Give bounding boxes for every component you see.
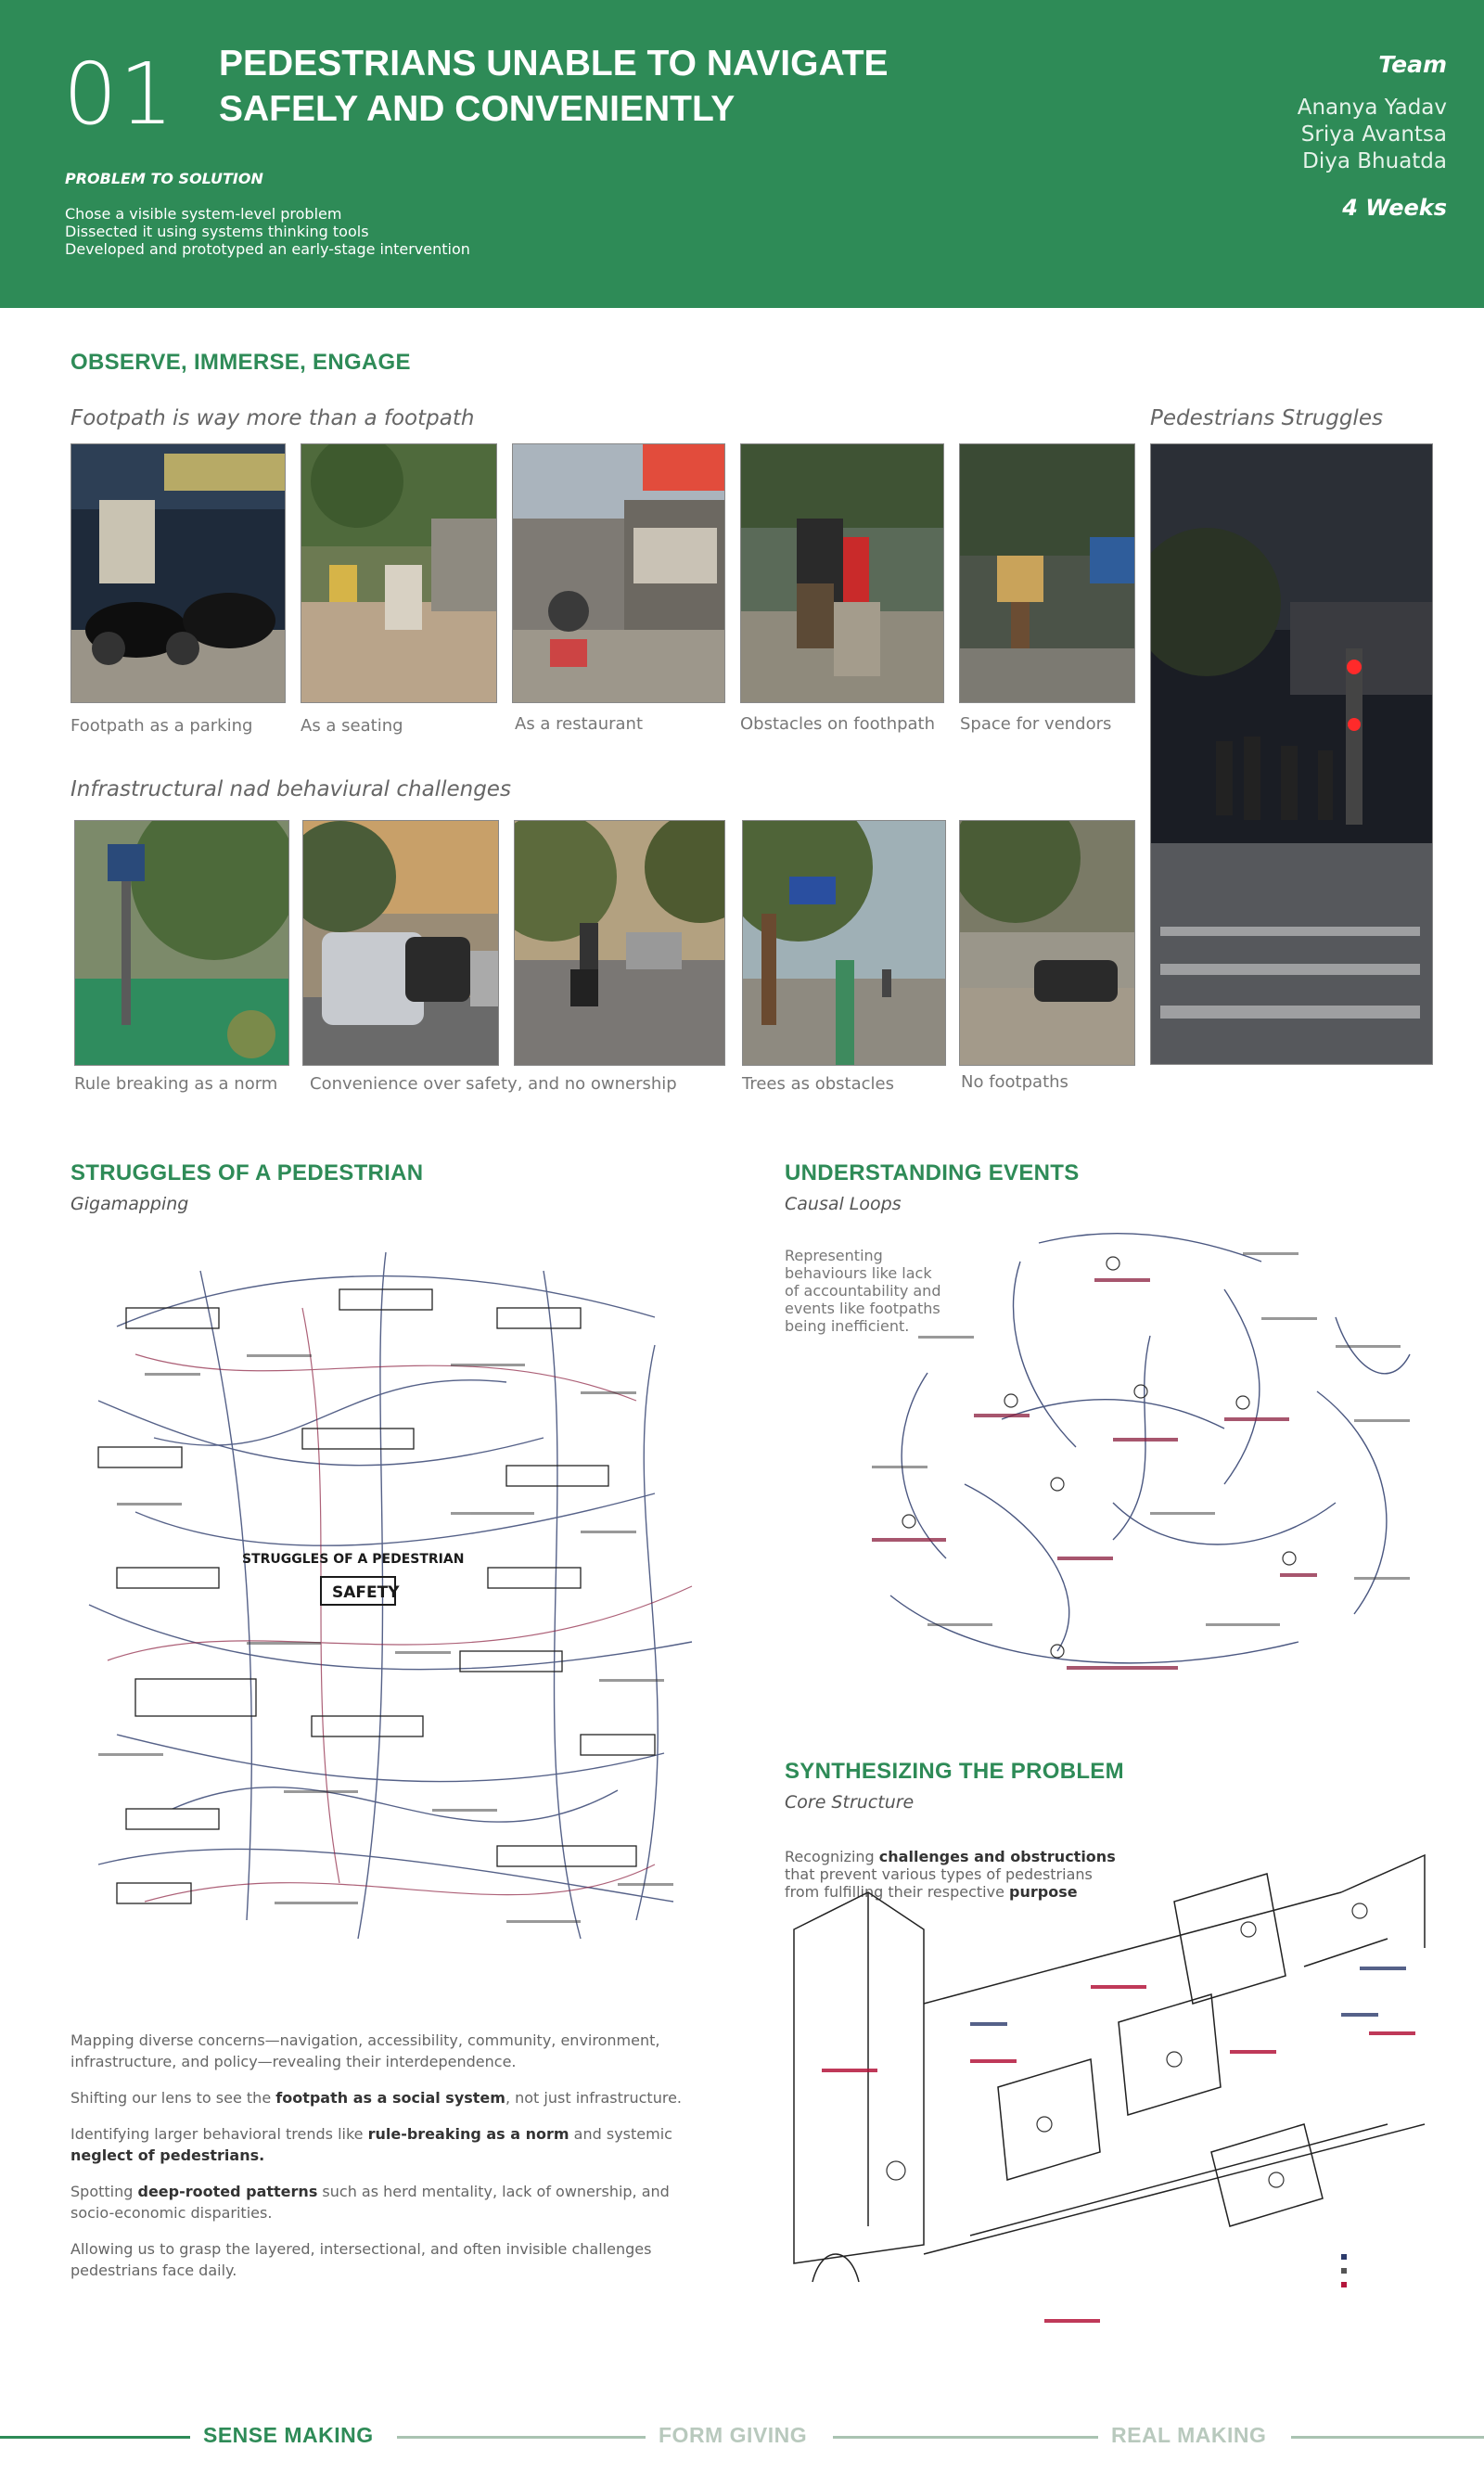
stage-form-giving: FORM GIVING	[659, 2423, 808, 2447]
causal-loops-subtitle: Causal Loops	[785, 1194, 902, 1214]
struggles-section-title: STRUGGLES OF A PEDESTRIAN	[70, 1160, 424, 1185]
struggles-paragraph: Mapping diverse concerns—navigation, accessibility, community, environment, infrastructure, and policy—revealing their interdependence.	[70, 2031, 660, 2070]
caption-parking: Footpath as a parking	[70, 716, 253, 736]
project-title	[219, 41, 1054, 132]
events-section-title: UNDERSTANDING EVENTS	[785, 1160, 1080, 1185]
struggles-paragraph: Identifying larger behavioral trends like rule-breaking as a norm and systemic neglect of pedestrians.	[70, 2125, 672, 2164]
caption-no-footpaths: No footpaths	[961, 1072, 1068, 1092]
side-photo-label: Pedestrians Struggles	[1150, 406, 1383, 430]
row2-label: Infrastructural nad behaviural challenges	[70, 777, 511, 801]
project-number: 01	[63, 45, 176, 144]
project-duration: 4 Weeks	[1342, 195, 1447, 221]
struggles-description	[70, 2030, 683, 2296]
row1-label: Footpath is way more than a footpath	[70, 406, 475, 430]
process-stage-footer	[0, 2423, 1484, 2451]
events-description: Representing behaviours like lack of accountability and events like footpaths being inefficient.	[785, 1247, 941, 1335]
photo-no-footpaths	[959, 820, 1135, 1066]
stage-sense-making: SENSE MAKING	[203, 2423, 374, 2447]
team-member: Diya Bhuatda	[1302, 149, 1447, 173]
photo-trees-obstacles	[742, 820, 946, 1066]
caption-convenience: Convenience over safety, and no ownership	[310, 1074, 677, 1094]
footer-divider	[0, 2436, 190, 2439]
gigamap-center-label: STRUGGLES OF A PEDESTRIAN	[242, 1552, 465, 1567]
gigamap-sketch	[61, 1215, 725, 1976]
team-member: Sriya Avantsa	[1300, 122, 1447, 147]
photo-obstacles	[740, 443, 944, 703]
photo-convenience	[302, 820, 499, 1066]
struggles-paragraph: Shifting our lens to see the footpath as a social system, not just infrastructure.	[70, 2089, 682, 2107]
photo-restaurant	[512, 443, 725, 703]
core-structure-sketch	[785, 1818, 1434, 2338]
synth-description: Recognizing challenges and obstructions that prevent various types of pedestrians from fulfilling their respective purpose	[785, 1848, 1116, 1901]
team-member: Ananya Yadav	[1297, 96, 1447, 120]
causal-loops-sketch	[835, 1206, 1438, 1725]
photo-seating	[301, 443, 497, 703]
synth-section-title: SYNTHESIZING THE PROBLEM	[785, 1759, 1124, 1784]
project-title-line2: SAFELY AND CONVENIENTLY	[219, 89, 736, 129]
caption-restaurant: As a restaurant	[515, 714, 644, 734]
caption-seating: As a seating	[301, 716, 403, 736]
photo-vendors	[959, 443, 1135, 703]
footer-divider	[397, 2436, 646, 2439]
process-summary	[65, 205, 470, 258]
caption-rule-breaking: Rule breaking as a norm	[74, 1074, 278, 1094]
problem-to-solution-subhead: PROBLEM TO SOLUTION	[65, 170, 263, 187]
observe-section-title: OBSERVE, IMMERSE, ENGAGE	[70, 350, 411, 375]
struggles-paragraph: Allowing us to grasp the layered, intersectional, and often invisible challenges pedestrians face daily.	[70, 2240, 652, 2279]
struggles-paragraph: Spotting deep-rooted patterns such as herd mentality, lack of ownership, and socio-economic disparities.	[70, 2183, 670, 2222]
caption-trees: Trees as obstacles	[742, 1074, 894, 1094]
gigamap-safety-label: SAFETY	[332, 1583, 400, 1602]
photo-traffic	[514, 820, 725, 1066]
process-step: Chose a visible system-level problem	[65, 205, 342, 223]
photo-pedestrian-struggles	[1150, 443, 1433, 1065]
photo-footpath-parking	[70, 443, 286, 703]
caption-obstacles: Obstacles on foothpath	[740, 714, 936, 734]
process-step: Dissected it using systems thinking tools	[65, 223, 369, 240]
caption-vendors: Space for vendors	[960, 714, 1112, 734]
footer-divider	[833, 2436, 1098, 2439]
process-step: Developed and prototyped an early-stage intervention	[65, 240, 470, 258]
core-structure-subtitle: Core Structure	[785, 1792, 915, 1813]
photo-rule-breaking	[74, 820, 289, 1066]
header-banner	[0, 0, 1484, 308]
stage-real-making: REAL MAKING	[1111, 2423, 1267, 2447]
team-label: Team	[1378, 51, 1447, 78]
project-title-line1: PEDESTRIANS UNABLE TO NAVIGATE	[219, 44, 889, 83]
team-members	[1298, 95, 1447, 175]
footer-divider	[1291, 2436, 1484, 2439]
gigamapping-subtitle: Gigamapping	[70, 1194, 189, 1214]
